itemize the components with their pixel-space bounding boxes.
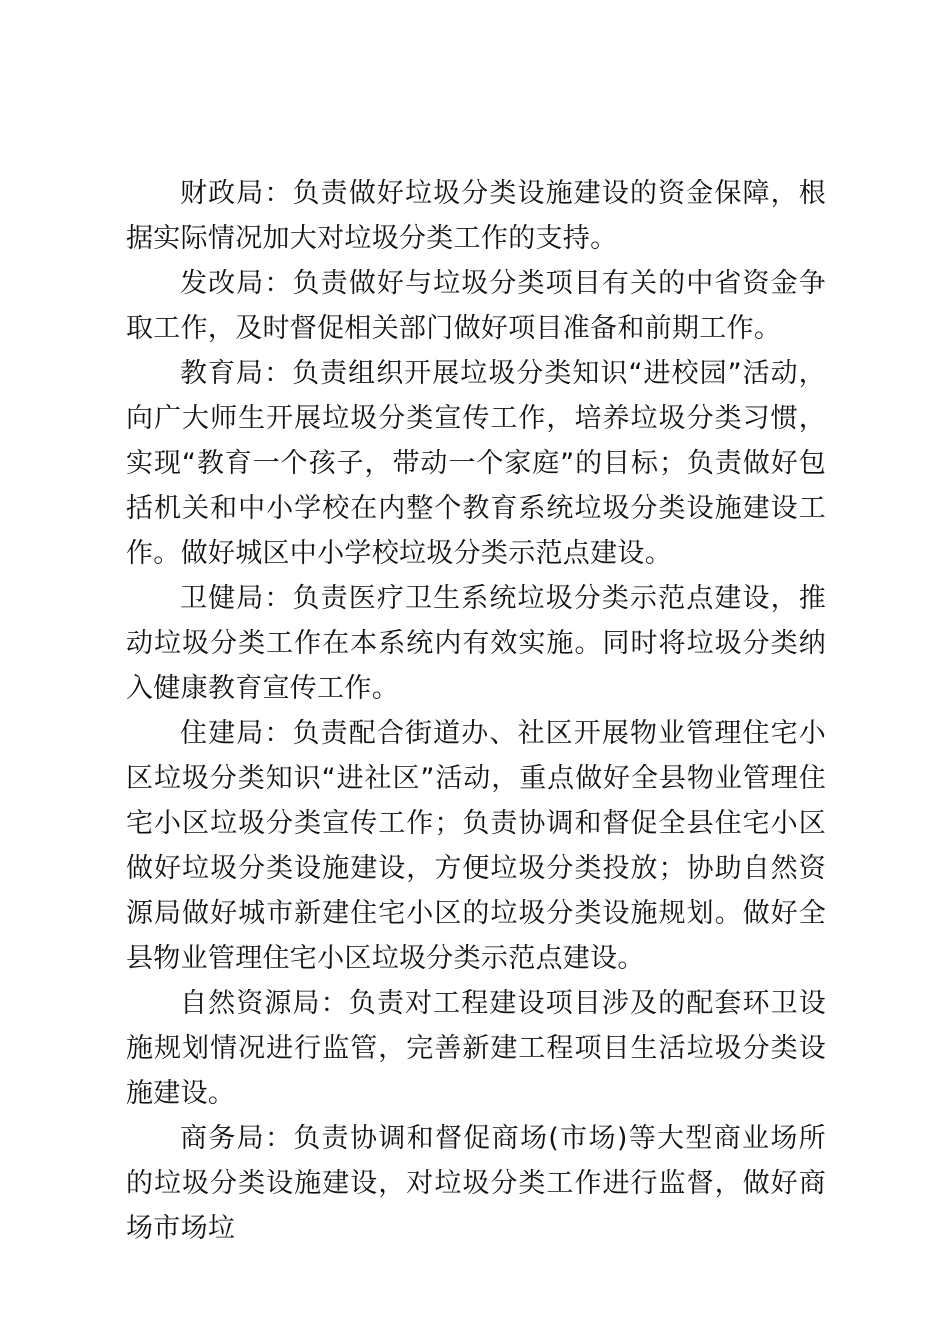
document-body	[126, 171, 826, 1251]
paragraph-finance-bureau: 财政局：负责做好垃圾分类设施建设的资金保障，根据实际情况加大对垃圾分类工作的支持。	[126, 178, 826, 254]
paragraph-education-bureau: 教育局：负责组织开展垃圾分类知识“进校园”活动，向广大师生开展垃圾分类宣传工作，培养垃圾分类习惯，实现“教育一个孩子，带动一个家庭”的目标；负责做好包括机关和中小学校在内整个教育系统垃圾分类设施建设工作。做好城区中小学校垃圾分类示范点建设。	[126, 358, 826, 569]
paragraph-housing-construction-bureau: 住建局：负责配合街道办、社区开展物业管理住宅小区垃圾分类知识“进社区”活动，重点做好全县物业管理住宅小区垃圾分类宣传工作；负责协调和督促全县住宅小区做好垃圾分类设施建设，方便垃圾分类投放；协助自然资源局做好城市新建住宅小区的垃圾分类设施规划。做好全县物业管理住宅小区垃圾分类示范点建设。	[126, 718, 826, 974]
paragraph-health-bureau: 卫健局：负责医疗卫生系统垃圾分类示范点建设，推动垃圾分类工作在本系统内有效实施。同时将垃圾分类纳入健康教育宣传工作。	[126, 583, 826, 704]
paragraph-development-reform-bureau: 发改局：负责做好与垃圾分类项目有关的中省资金争取工作，及时督促相关部门做好项目准备和前期工作。	[126, 268, 826, 344]
paragraph-natural-resources-bureau: 自然资源局：负责对工程建设项目涉及的配套环卫设施规划情况进行监管，完善新建工程项目生活垃圾分类设施建设。	[126, 988, 826, 1109]
paragraph-commerce-bureau: 商务局：负责协调和督促商场(市场)等大型商业场所的垃圾分类设施建设，对垃圾分类工作进行监督，做好商场市场垃	[126, 1123, 826, 1244]
